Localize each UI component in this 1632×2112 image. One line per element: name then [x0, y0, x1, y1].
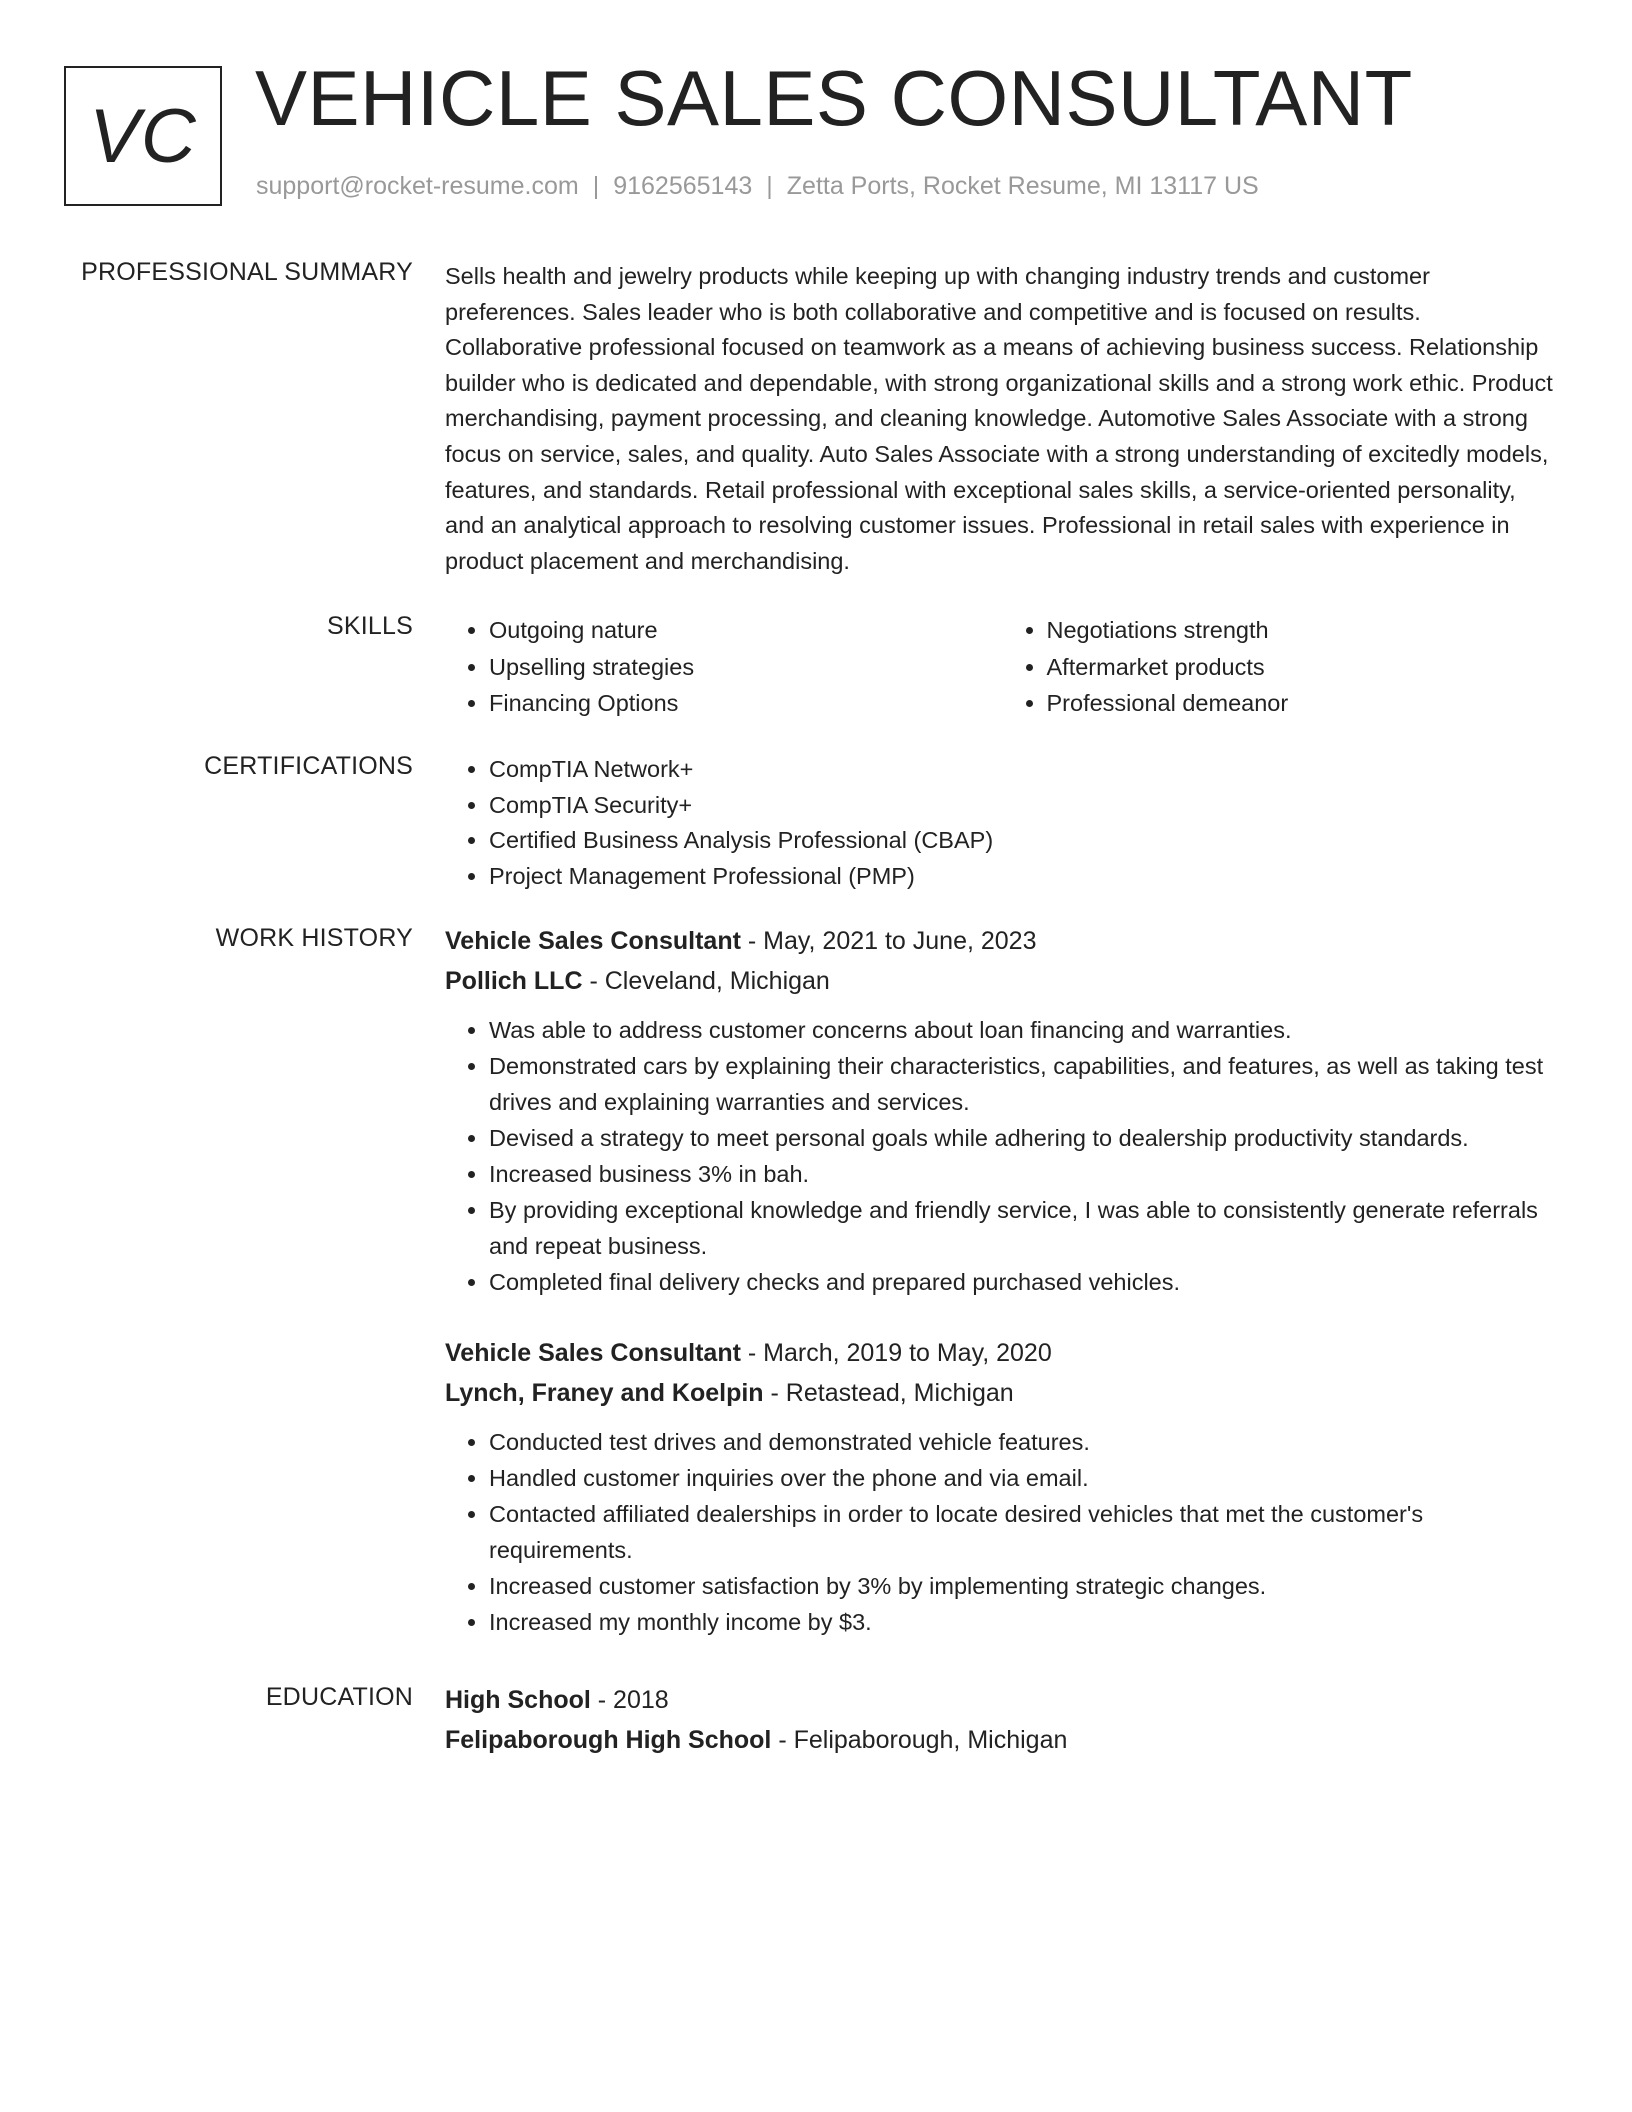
monogram-logo — [64, 66, 222, 206]
certification-item: • CompTIA Network+ — [489, 752, 1560, 788]
section-label-certifications: CERTIFICATIONS — [204, 752, 413, 780]
education-year: - 2018 — [590, 1686, 669, 1714]
job-title: Vehicle Sales Consultant — [445, 1339, 741, 1367]
job-bullet: • Increased business 3% in bah. — [489, 1157, 1560, 1193]
job-bullet: • Was able to address customer concerns about loan financing and warranties. — [489, 1013, 1560, 1049]
job-bullet: • By providing exceptional knowledge and friendly service, I was able to consistently generate referrals and repeat business. — [489, 1193, 1560, 1264]
job-company: Pollich LLC — [445, 967, 583, 995]
skill-item: • Outgoing nature — [489, 612, 1003, 649]
section-label-summary: PROFESSIONAL SUMMARY — [81, 258, 413, 286]
education-entry — [445, 1680, 1560, 1760]
monogram-text: VC — [89, 93, 197, 179]
education-location: - Felipaborough, Michigan — [771, 1726, 1068, 1754]
certification-item: • CompTIA Security+ — [489, 788, 1560, 824]
education-degree-line — [445, 1680, 1560, 1720]
skills-list-right — [1003, 612, 1561, 722]
contact-separator: | — [592, 172, 600, 200]
contact-email: support@rocket-resume.com — [256, 172, 579, 200]
job-bullet: • Increased customer satisfaction by 3% by implementing strategic changes. — [489, 1569, 1560, 1605]
job-company: Lynch, Franey and Koelpin — [445, 1379, 764, 1407]
certification-item: • Certified Business Analysis Professional (CBAP) — [489, 823, 1560, 859]
job-location: - Retastead, Michigan — [763, 1379, 1014, 1407]
job-company-line — [445, 961, 1560, 1001]
job-bullet: • Devised a strategy to meet personal goals while adhering to dealership productivity standards. — [489, 1121, 1560, 1157]
certification-item: • Project Management Professional (PMP) — [489, 859, 1560, 895]
skill-item: • Professional demeanor — [1047, 685, 1561, 722]
job-bullet: • Conducted test drives and demonstrated vehicle features. — [489, 1425, 1560, 1461]
job-bullet: • Increased my monthly income by $3. — [489, 1605, 1560, 1641]
section-label-work-history: WORK HISTORY — [215, 924, 413, 952]
job-bullet: • Handled customer inquiries over the phone and via email. — [489, 1461, 1560, 1497]
contact-phone: 9162565143 — [613, 172, 753, 200]
resume-title: VEHICLE SALES CONSULTANT — [255, 54, 1413, 142]
education-school-line — [445, 1720, 1560, 1760]
skill-item: • Upselling strategies — [489, 649, 1003, 686]
job-entry — [445, 1333, 1560, 1642]
job-title-line — [445, 921, 1560, 961]
skill-item: • Aftermarket products — [1047, 649, 1561, 686]
job-bullets — [445, 1425, 1560, 1641]
skills-grid — [445, 612, 1560, 722]
section-label-education: EDUCATION — [265, 1683, 413, 1711]
section-label-skills: SKILLS — [327, 612, 413, 640]
job-entry — [445, 921, 1560, 1301]
job-title: Vehicle Sales Consultant — [445, 927, 741, 955]
summary-text: Sells health and jewelry products while keeping up with changing industry trends and customer preferences. Sales leader who is both collaborative and competitive and is focused on results. Collaborative professional focused on teamwork as a means of achieving business success. Relationship builder who is dedicated and dependable, with strong organizational skills and a strong work ethic. Product merchandising, payment processing, and cleaning knowledge. Automotive Sales Associate with a strong focus on service, sales, and quality. Auto Sales Associate with a strong understanding of excitedly models, features, and standards. Retail professional with exceptional sales skills, a service-oriented personality, and an analytical approach to resolving customer issues. Professional in retail sales with experience in product placement and merchandising. — [445, 263, 1553, 574]
skills-list-left — [445, 612, 1003, 722]
job-location: - Cleveland, Michigan — [582, 967, 830, 995]
contact-separator: | — [766, 172, 773, 200]
job-title-line — [445, 1333, 1560, 1373]
skill-item: • Financing Options — [489, 685, 1003, 722]
contact-address: Zetta Ports, Rocket Resume, MI 13117 US — [786, 172, 1259, 200]
contact-line — [256, 172, 1259, 201]
job-bullets — [445, 1013, 1560, 1301]
job-company-line — [445, 1373, 1560, 1413]
job-bullet: • Completed final delivery checks and prepared purchased vehicles. — [489, 1265, 1560, 1301]
certifications-body — [445, 752, 1560, 894]
job-bullet: • Demonstrated cars by explaining their characteristics, capabilities, and features, as well as taking test drives and explaining warranties and services. — [489, 1049, 1560, 1120]
job-bullet: • Contacted affiliated dealerships in order to locate desired vehicles that met the customer's requirements. — [489, 1497, 1560, 1568]
job-dates: - May, 2021 to June, 2023 — [740, 927, 1037, 955]
education-degree: High School — [445, 1686, 591, 1714]
education-school: Felipaborough High School — [445, 1726, 772, 1754]
skill-item: • Negotiations strength — [1047, 612, 1561, 649]
certifications-list — [445, 752, 1560, 894]
job-dates: - March, 2019 to May, 2020 — [740, 1339, 1052, 1367]
